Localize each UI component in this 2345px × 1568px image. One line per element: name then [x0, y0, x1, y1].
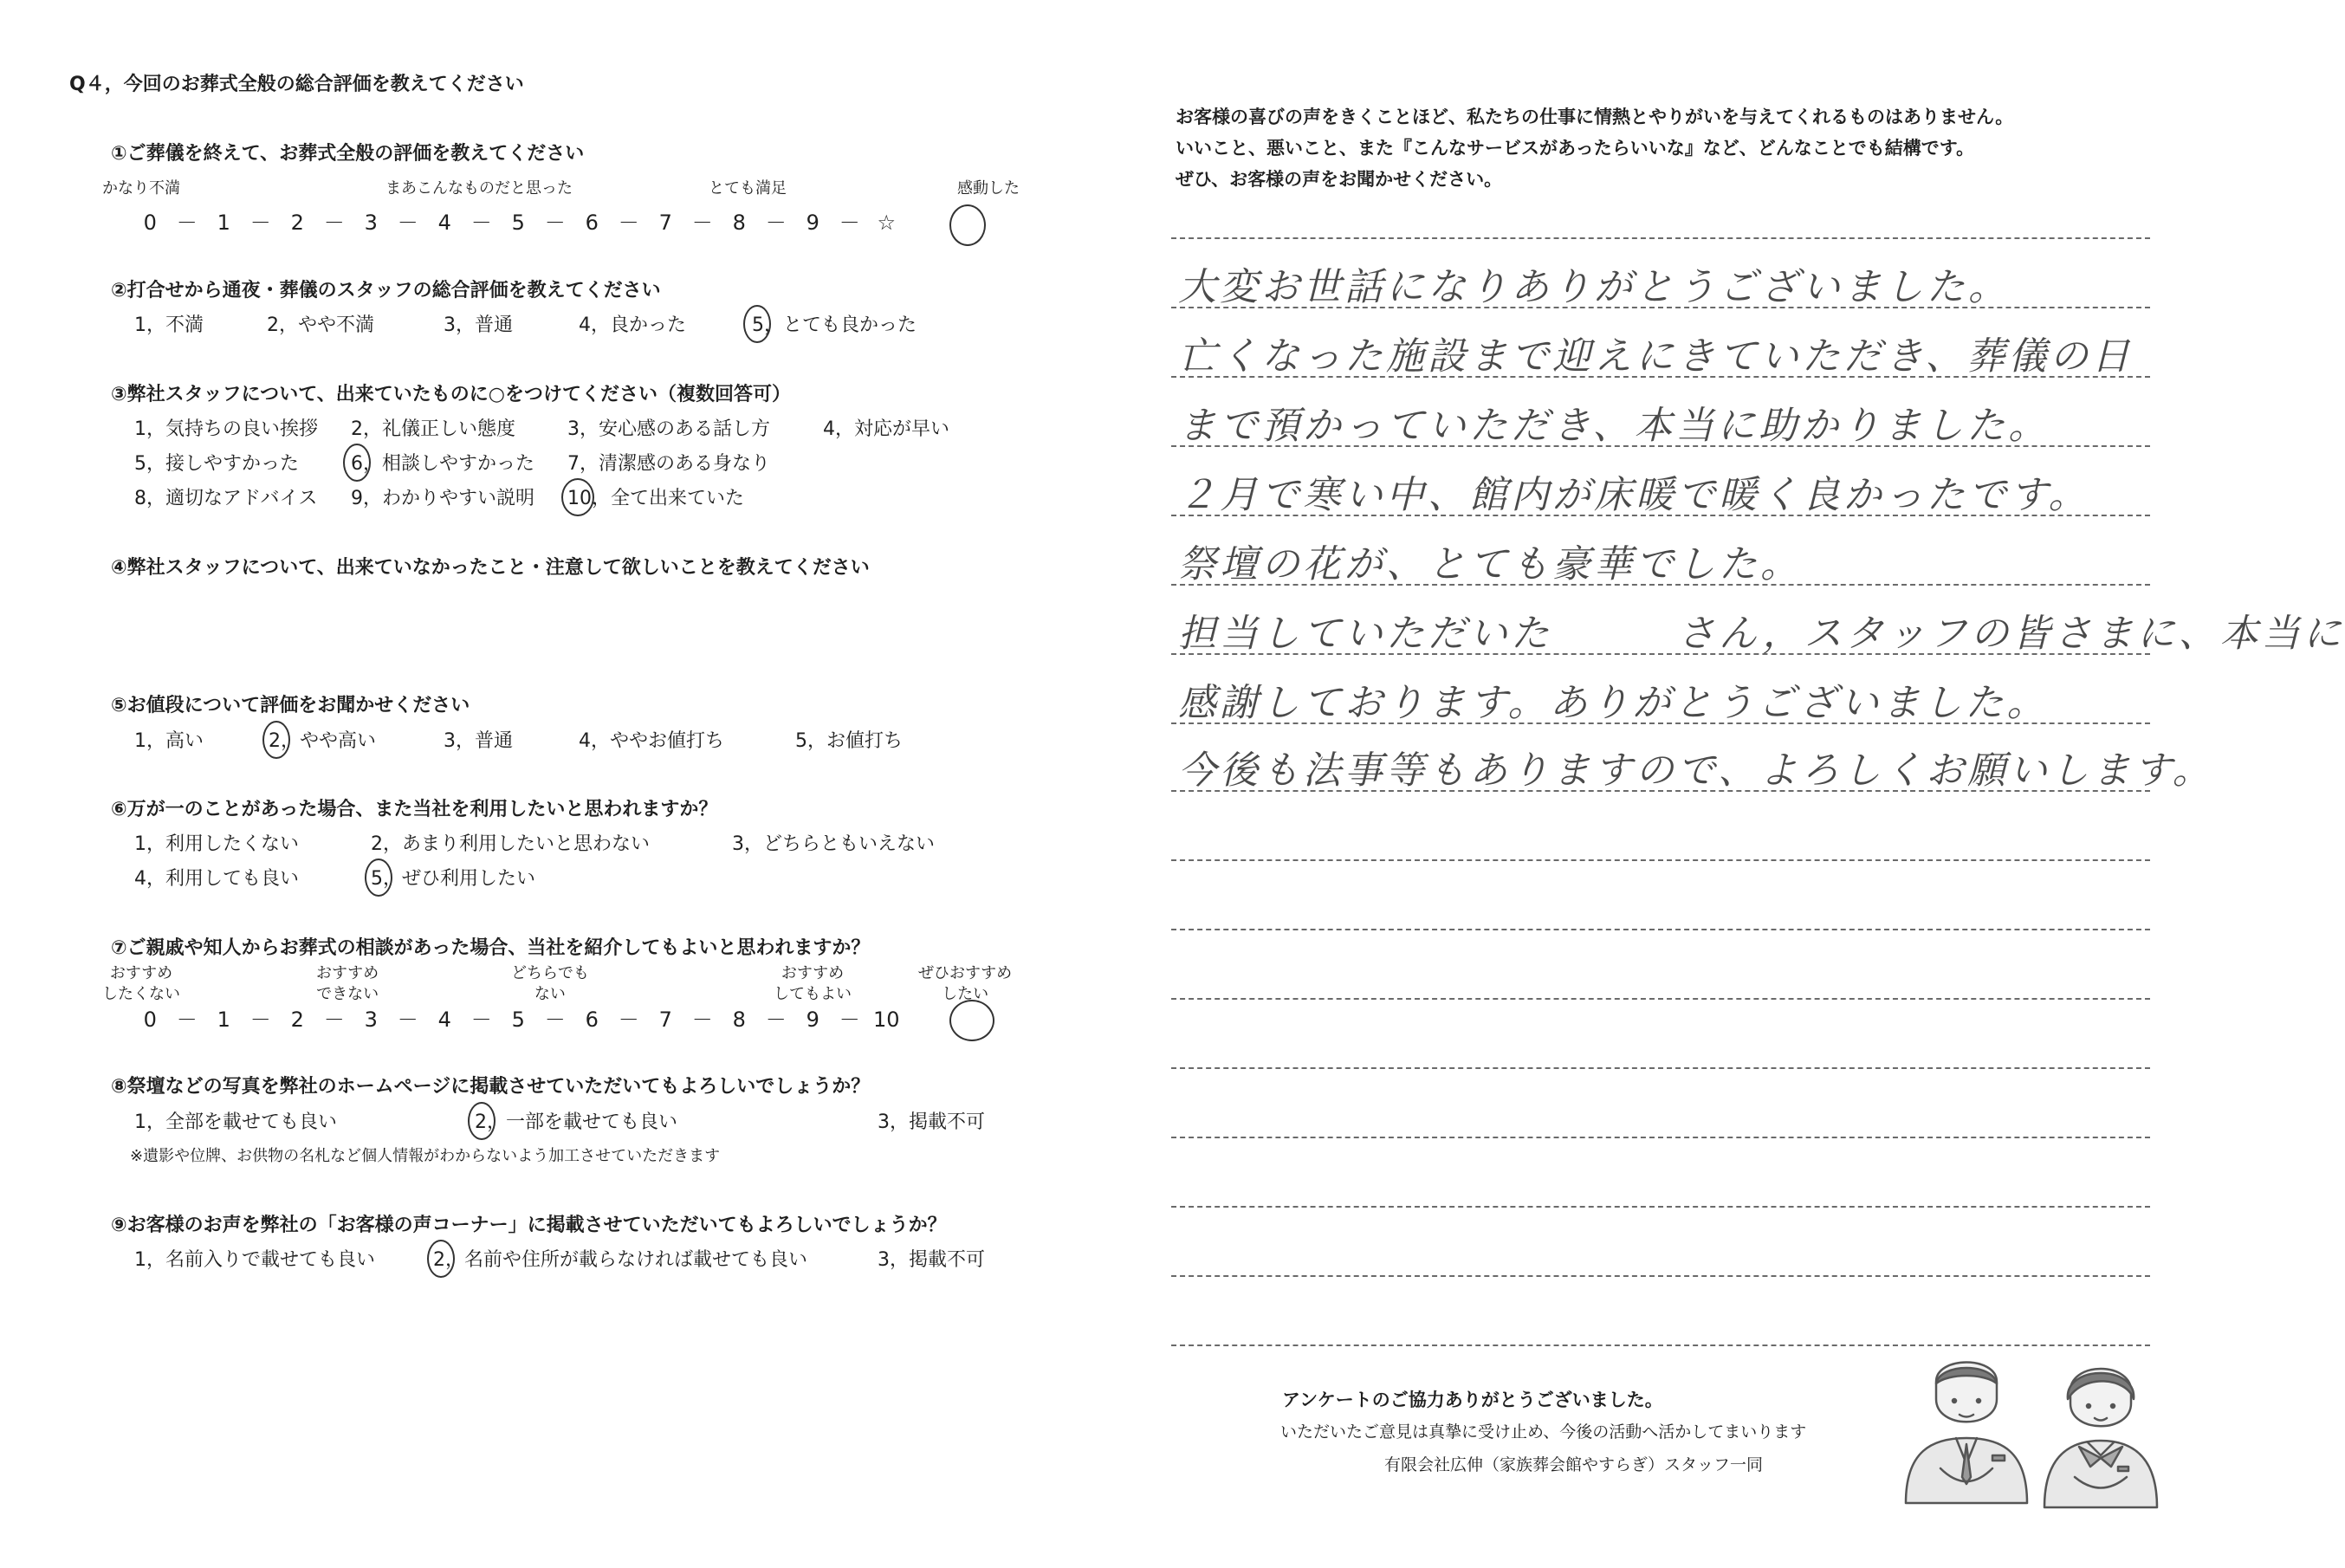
s1-scale-point-18[interactable]: 9	[806, 211, 819, 235]
intro-text	[1176, 101, 2013, 195]
s1-scale-dash: －	[765, 211, 787, 235]
s1-scale-point-4[interactable]: 2	[290, 211, 304, 235]
s1-scale-dash: －	[323, 211, 345, 235]
s3-option-8[interactable]: 8，適切なアドバイス	[134, 488, 318, 509]
s1-scale-dash: －	[691, 211, 713, 235]
s7-title: ⑦ご親戚や知人からお葬式の相談があった場合、当社を紹介してもよいと思われますか？	[111, 937, 871, 959]
s3-option-10[interactable]: 10，全て出来ていた	[567, 488, 744, 509]
s1-scale-dash: －	[470, 211, 492, 235]
handwriting-line-4: ２月で寒い中、館内が床暖で暖く良かったです。	[1178, 473, 2090, 517]
s7-label-0-line1: おすすめ	[109, 964, 173, 982]
s7-label-2-line2: ない	[534, 985, 566, 1003]
s7-scale-dash: －	[691, 1008, 713, 1032]
s7-scale-point-20[interactable]: 10	[872, 1008, 900, 1032]
s5-option-1[interactable]: 1，高い	[134, 730, 204, 752]
s1-scale-point-2[interactable]: 1	[217, 211, 230, 235]
s3-option-2[interactable]: 2，礼儀正しい態度	[351, 418, 515, 440]
s1-scale-point-14[interactable]: 7	[658, 211, 672, 235]
s7-scale-dash: －	[323, 1008, 345, 1032]
s7-scale-dash: －	[765, 1008, 787, 1032]
s1-scale-dash: －	[544, 211, 566, 235]
s7-scale-dash: －	[618, 1008, 639, 1032]
s2-option-2[interactable]: 2，やや不満	[267, 314, 374, 336]
s3-option-7[interactable]: 7，清潔感のある身なり	[567, 453, 770, 475]
s3-option-1[interactable]: 1，気持ちの良い挨拶	[134, 418, 318, 440]
s9-option-2[interactable]: 2，名前や住所が載らなければ載せても良い	[433, 1249, 807, 1271]
rule-line	[1171, 1344, 2150, 1346]
s7-label-1	[316, 963, 379, 1005]
s7-scale-point-16[interactable]: 8	[732, 1008, 746, 1032]
s6-option-5[interactable]: 5，ぜひ利用したい	[371, 868, 535, 890]
s7-scale-dash: －	[397, 1008, 418, 1032]
s5-option-2[interactable]: 2，やや高い	[269, 730, 376, 752]
s7-label-4-line1: ぜひおすすめ	[918, 964, 1013, 982]
s7-scale-dash: －	[176, 1008, 198, 1032]
s9-option-3[interactable]: 3，掲載不可	[878, 1249, 985, 1271]
s7-label-4-line2: したい	[942, 985, 989, 1003]
handwriting-line-1: 大変お世話になりありがとうございました。	[1178, 265, 2010, 309]
s3-title: ③弊社スタッフについて、出来ていたものに○をつけてください（複数回答可）	[111, 384, 791, 405]
s1-label-0: かなり不満	[102, 179, 180, 198]
s8-option-2[interactable]: 2，一部を載せても良い	[475, 1111, 677, 1133]
s1-label-2: とても満足	[709, 179, 787, 198]
s7-scale-point-8[interactable]: 4	[437, 1008, 451, 1032]
s6-option-1[interactable]: 1，利用したくない	[134, 833, 299, 855]
s7-label-3	[774, 963, 852, 1005]
s5-option-4[interactable]: 4，ややお値打ち	[579, 730, 724, 752]
s7-label-0	[102, 963, 180, 1005]
intro-line-1: お客様の喜びの声をきくことほど、私たちの仕事に情熱とやりがいを与えてくれるものはありません。	[1176, 107, 2014, 127]
s7-scale-dash: －	[249, 1008, 271, 1032]
intro-line-3: ぜひ、お客様の声をお聞かせください。	[1176, 169, 1503, 190]
s7-scale-dash: －	[544, 1008, 566, 1032]
s7-scale-point-18[interactable]: 9	[806, 1008, 819, 1032]
s7-label-4	[918, 963, 1012, 1005]
handwriting-line-3: まで預かっていただき、本当に助かりました。	[1178, 404, 2050, 448]
s6-option-2[interactable]: 2，あまり利用したいと思わない	[371, 833, 650, 855]
s7-scale-dash: －	[470, 1008, 492, 1032]
s7-scale-point-12[interactable]: 6	[585, 1008, 599, 1032]
handwriting-line-8: 今後も法事等もありますので、よろしくお願いします。	[1178, 748, 2214, 793]
s1-scale	[132, 205, 905, 236]
s8-option-1[interactable]: 1，全部を載せても良い	[134, 1111, 337, 1133]
s7-scale-dash: －	[839, 1008, 860, 1032]
s7-label-1-line1: おすすめ	[316, 964, 379, 982]
s5-option-3[interactable]: 3，普通	[444, 730, 513, 752]
s1-scale-dash: －	[249, 211, 271, 235]
s7-label-1-line2: できない	[316, 985, 379, 1003]
rule-line	[1171, 859, 2150, 861]
s1-scale-dash: －	[176, 211, 198, 235]
s3-option-9[interactable]: 9，わかりやすい説明	[351, 488, 534, 509]
s4-title: ④弊社スタッフについて、出来ていなかったこと・注意して欲しいことを教えてください	[111, 557, 870, 579]
s3-option-4[interactable]: 4，対応が早い	[823, 418, 949, 440]
s8-option-3[interactable]: 3，掲載不可	[878, 1111, 985, 1133]
rule-line	[1171, 1275, 2150, 1277]
s1-scale-point-8[interactable]: 4	[437, 211, 451, 235]
s7-scale-point-10[interactable]: 5	[511, 1008, 525, 1032]
rule-line	[1171, 1206, 2150, 1208]
rule-line	[1171, 1137, 2150, 1138]
female-staff-illustration	[2031, 1356, 2170, 1512]
s7-label-2-line1: どちらでも	[511, 964, 589, 982]
s2-option-5[interactable]: 5，とても良かった	[752, 314, 917, 336]
s3-option-5[interactable]: 5，接しやすかった	[134, 453, 299, 475]
footer-thanks: アンケートのご協力ありがとうございました。	[1282, 1390, 1663, 1410]
s5-option-5[interactable]: 5，お値打ち	[795, 730, 903, 752]
s7-scale-point-2[interactable]: 1	[217, 1008, 230, 1032]
s7-selection-circle	[949, 1000, 994, 1041]
s7-label-2	[511, 963, 589, 1005]
s7-scale	[132, 1002, 905, 1033]
s3-option-6[interactable]: 6，相談しやすかった	[351, 453, 534, 475]
s8-title: ⑧祭壇などの写真を弊社のホームページに掲載させていただいてもよろしいでしょうか？	[111, 1076, 871, 1098]
s5-title: ⑤お値段について評価をお聞かせください	[111, 695, 470, 716]
s1-scale-dash: －	[397, 211, 418, 235]
s1-scale-point-16[interactable]: 8	[732, 211, 746, 235]
handwriting-line-2: 亡くなった施設まで迎えにきていただき、葬儀の日	[1178, 334, 2134, 379]
s7-scale-point-0[interactable]: 0	[143, 1008, 157, 1032]
s2-option-1[interactable]: 1，不満	[134, 314, 204, 336]
s8-note: ※遺影や位牌、お供物の名札など個人情報がわからないよう加工させていただきます	[130, 1147, 721, 1165]
s6-title: ⑥万が一のことがあった場合、また当社を利用したいと思われますか？	[111, 799, 718, 820]
s2-option-3[interactable]: 3，普通	[444, 314, 513, 336]
s1-title: ①ご葬儀を終えて、お葬式全般の評価を教えてください	[111, 143, 585, 165]
s2-title: ②打合せから通夜・葬儀のスタッフの総合評価を教えてください	[111, 280, 661, 301]
s6-option-3[interactable]: 3，どちらともいえない	[732, 833, 935, 855]
s9-option-1[interactable]: 1，名前入りで載せても良い	[134, 1249, 375, 1271]
rule-line	[1171, 929, 2150, 930]
s7-label-0-line2: したくない	[102, 985, 180, 1003]
s6-option-4[interactable]: 4，利用しても良い	[134, 868, 299, 890]
s1-selection-circle	[949, 204, 986, 246]
s1-scale-dash: －	[839, 211, 860, 235]
footer-line-3: 有限会社広伸（家族葬会館やすらぎ）スタッフ一同	[1384, 1455, 1764, 1474]
handwriting-line-5: 祭壇の花が、とても豪華でした。	[1178, 542, 1802, 586]
rule-line	[1171, 1067, 2150, 1069]
rule-line	[1171, 998, 2150, 1000]
s7-label-3-line2: してもよい	[774, 985, 852, 1003]
q4-heading: Q４，今回のお葬式全般の総合評価を教えてください	[69, 74, 524, 95]
s7-scale-point-14[interactable]: 7	[658, 1008, 672, 1032]
s1-scale-point-10[interactable]: 5	[511, 211, 525, 235]
male-staff-illustration	[1888, 1347, 2044, 1512]
s1-scale-point-0[interactable]: 0	[143, 211, 157, 235]
s3-option-3[interactable]: 3，安心感のある話し方	[567, 418, 770, 440]
s1-label-1: まあこんなものだと思った	[385, 179, 573, 198]
s7-label-3-line1: おすすめ	[781, 964, 845, 982]
intro-line-2: いいこと、悪いこと、また『こんなサービスがあったらいいな』など、どんなことでも結構です。	[1176, 138, 1975, 159]
s1-label-3: 感動した	[957, 179, 1020, 198]
handwriting-line-6: 担当していただいた さん，スタッフの皆さまに、本当に	[1178, 612, 2345, 656]
s1-scale-dash: －	[618, 211, 639, 235]
s1-scale-point-20[interactable]: ☆	[877, 211, 896, 235]
s2-option-4[interactable]: 4，良かった	[579, 314, 686, 336]
footer-line-2: いただいたご意見は真摯に受け止め、今後の活動へ活かしてまいります	[1280, 1422, 1807, 1442]
s7-scale-point-6[interactable]: 3	[364, 1008, 378, 1032]
s7-scale-point-4[interactable]: 2	[290, 1008, 304, 1032]
rule-line	[1171, 237, 2150, 239]
s1-scale-point-6[interactable]: 3	[364, 211, 378, 235]
handwriting-line-7: 感謝しております。ありがとうございました。	[1178, 681, 2049, 725]
s1-scale-point-12[interactable]: 6	[585, 211, 599, 235]
s9-title: ⑨お客様のお声を弊社の「お客様の声コーナー」に掲載させていただいてもよろしいでしょうか？	[111, 1215, 947, 1236]
